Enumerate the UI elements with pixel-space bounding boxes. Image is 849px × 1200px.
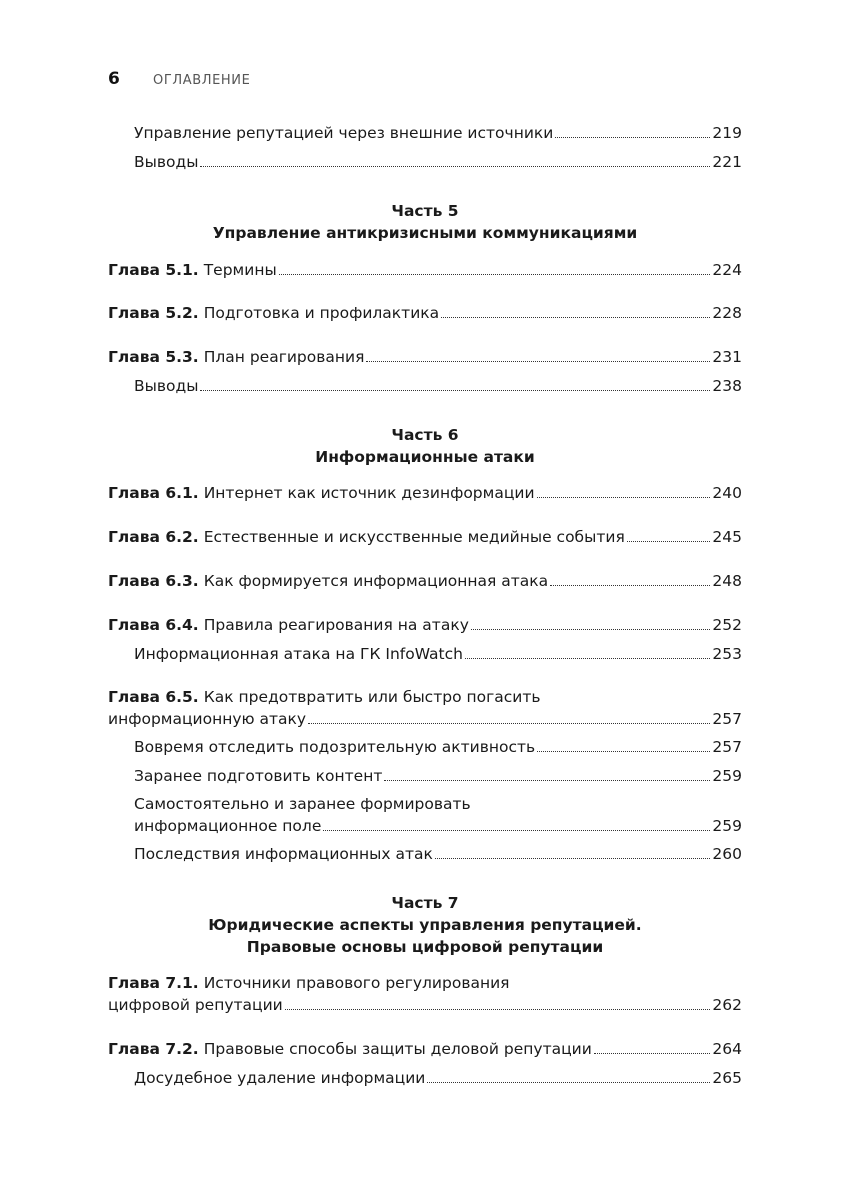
toc-chapter-entry-line2[interactable] bbox=[108, 708, 742, 730]
toc-entry-title: Термины bbox=[203, 261, 277, 279]
dot-leader bbox=[627, 540, 711, 542]
toc-entry-title: Заранее подготовить контент bbox=[134, 767, 383, 785]
dot-leader bbox=[435, 857, 711, 859]
toc-entry-title: Естественные и искусственные медийные события bbox=[203, 528, 625, 546]
dot-leader bbox=[200, 389, 710, 391]
toc-entry-title-cont: информационное поле bbox=[134, 817, 322, 835]
chapter-label: Глава 6.5. bbox=[108, 688, 199, 706]
toc-chapter-entry[interactable] bbox=[108, 259, 742, 281]
toc-entry-title: Выводы bbox=[134, 377, 199, 395]
toc-entry[interactable] bbox=[134, 122, 742, 144]
toc-entry-title: Управление репутацией через внешние источники bbox=[134, 124, 554, 142]
toc-entry-page: 228 bbox=[712, 304, 742, 322]
toc-entry-page: 238 bbox=[712, 377, 742, 395]
chapter-label: Глава 5.1. bbox=[108, 261, 199, 279]
toc-entry-page: 219 bbox=[712, 124, 742, 142]
toc-entry-title: Правовые способы защиты деловой репутации bbox=[203, 1040, 592, 1058]
toc-chapter-entry[interactable] bbox=[108, 614, 742, 636]
chapter-label: Глава 6.4. bbox=[108, 616, 199, 634]
toc-entry-page: 231 bbox=[712, 348, 742, 366]
toc-chapter-entry-line2[interactable] bbox=[108, 994, 742, 1016]
dot-leader bbox=[471, 628, 711, 630]
chapter-label: Глава 7.1. bbox=[108, 974, 199, 992]
toc-entry-page: 259 bbox=[712, 767, 742, 785]
toc-entry-page: 259 bbox=[712, 817, 742, 835]
toc-entry-title-cont: информационную атаку bbox=[108, 710, 307, 728]
part-heading bbox=[108, 424, 742, 468]
dot-leader bbox=[441, 316, 710, 318]
part-heading bbox=[108, 200, 742, 244]
toc-entry-page: 260 bbox=[712, 845, 742, 863]
toc-chapter-entry[interactable] bbox=[108, 482, 742, 504]
toc-entry-page: 248 bbox=[712, 572, 742, 590]
toc-entry-title: Как формируется информационная атака bbox=[203, 572, 549, 590]
toc-entry-page: 240 bbox=[712, 484, 742, 502]
toc-entry-title: Интернет как источник дезинформации bbox=[203, 484, 535, 502]
chapter-label: Глава 7.2. bbox=[108, 1040, 199, 1058]
toc-entry-page: 224 bbox=[712, 261, 742, 279]
dot-leader bbox=[594, 1052, 711, 1054]
chapter-label: Глава 5.3. bbox=[108, 348, 199, 366]
part-title: Управление антикризисными коммуникациями bbox=[212, 224, 638, 242]
dot-leader bbox=[366, 360, 710, 362]
toc-chapter-entry[interactable] bbox=[108, 526, 742, 548]
toc-entry-title: Подготовка и профилактика bbox=[203, 304, 440, 322]
toc-chapter-entry[interactable] bbox=[108, 1038, 742, 1060]
part-title: Информационные атаки bbox=[315, 448, 535, 466]
part-title: Юридические аспекты управления репутацией. bbox=[208, 916, 642, 934]
dot-leader bbox=[550, 584, 710, 586]
toc-entry-page: 265 bbox=[712, 1069, 742, 1087]
dot-leader bbox=[537, 496, 711, 498]
toc-entry-page: 257 bbox=[712, 710, 742, 728]
dot-leader bbox=[427, 1081, 710, 1083]
toc-entry-line2[interactable] bbox=[134, 815, 742, 837]
part-number: Часть 7 bbox=[391, 894, 459, 912]
toc-entry-title: Информационная атака на ГК InfoWatch bbox=[134, 645, 463, 663]
toc-entry-title: Правила реагирования на атаку bbox=[203, 616, 469, 634]
dot-leader bbox=[285, 1008, 711, 1010]
toc-entry-page: 257 bbox=[712, 738, 742, 756]
part-number: Часть 6 bbox=[391, 426, 459, 444]
toc-entry-title-cont: цифровой репутации bbox=[108, 996, 283, 1014]
chapter-label: Глава 6.2. bbox=[108, 528, 199, 546]
toc-entry-title: План реагирования bbox=[203, 348, 365, 366]
toc-entry-page: 245 bbox=[712, 528, 742, 546]
toc-chapter-entry[interactable] bbox=[108, 302, 742, 324]
part-title-cont: Правовые основы цифровой репутации bbox=[246, 938, 604, 956]
dot-leader bbox=[384, 779, 710, 781]
toc-entry[interactable] bbox=[134, 375, 742, 397]
toc-entry-page: 264 bbox=[712, 1040, 742, 1058]
dot-leader bbox=[279, 273, 711, 275]
toc-entry[interactable] bbox=[134, 151, 742, 173]
toc-entry-title: Как предотвратить или быстро погасить bbox=[203, 688, 541, 706]
toc-entry-page: 253 bbox=[712, 645, 742, 663]
toc-entry-page: 252 bbox=[712, 616, 742, 634]
chapter-label: Глава 6.3. bbox=[108, 572, 199, 590]
toc-entry[interactable] bbox=[134, 843, 742, 865]
toc-chapter-entry[interactable] bbox=[108, 570, 742, 592]
toc-entry-page: 221 bbox=[712, 153, 742, 171]
dot-leader bbox=[555, 136, 710, 138]
dot-leader bbox=[308, 722, 710, 724]
toc-entry-title: Самостоятельно и заранее формировать bbox=[134, 795, 471, 813]
part-number: Часть 5 bbox=[391, 202, 459, 220]
toc-entry-title: Досудебное удаление информации bbox=[134, 1069, 426, 1087]
toc-entry-title: Вовремя отследить подозрительную активность bbox=[134, 738, 536, 756]
toc-entry-title: Выводы bbox=[134, 153, 199, 171]
toc-entry-line1[interactable] bbox=[134, 793, 742, 815]
toc-entry-title: Последствия информационных атак bbox=[134, 845, 433, 863]
toc-chapter-entry-line1[interactable] bbox=[108, 972, 742, 994]
toc-entry[interactable] bbox=[134, 765, 742, 787]
toc-entry[interactable] bbox=[134, 1067, 742, 1089]
toc-entry-page: 262 bbox=[712, 996, 742, 1014]
dot-leader bbox=[537, 750, 710, 752]
dot-leader bbox=[465, 657, 710, 659]
toc-entry[interactable] bbox=[134, 643, 742, 665]
toc-entry[interactable] bbox=[134, 736, 742, 758]
toc-chapter-entry-line1[interactable] bbox=[108, 686, 742, 708]
toc-chapter-entry[interactable] bbox=[108, 346, 742, 368]
dot-leader bbox=[323, 829, 710, 831]
dot-leader bbox=[200, 165, 710, 167]
running-title: ОГЛАВЛЕНИЕ bbox=[153, 73, 251, 88]
page-number: 6 bbox=[108, 69, 120, 89]
chapter-label: Глава 5.2. bbox=[108, 304, 199, 322]
toc-entry-title: Источники правового регулирования bbox=[203, 974, 510, 992]
chapter-label: Глава 6.1. bbox=[108, 484, 199, 502]
part-heading bbox=[108, 892, 742, 958]
